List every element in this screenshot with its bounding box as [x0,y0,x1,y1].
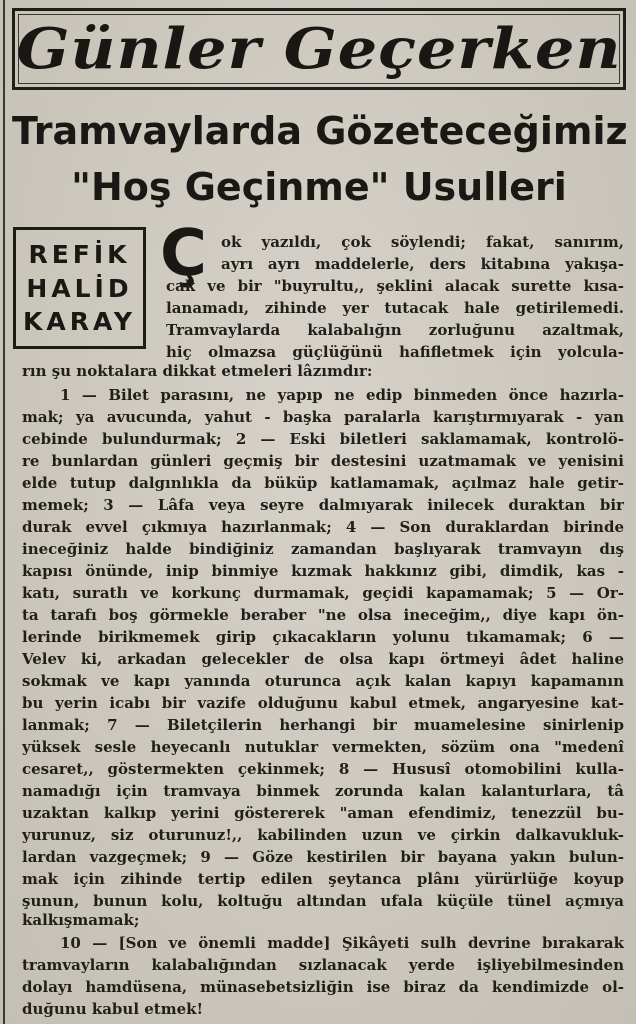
article-text-line: ayrı ayrı maddelerle, ders kitabına yakışa- [221,255,624,273]
article-text-line: tramvayların kalabalığından sızlanacak yerde işliyebilmesinden [22,956,624,974]
article-text-line: ok yazıldı, çok söylendi; fakat, sanırım, [221,233,624,251]
author-byline-box [13,227,146,349]
article-text-line: rın şu noktalara dikkat etmeleri lâzımdır: [22,362,373,380]
article-text-line: lanmak; 7 — Biletçilerin herhangi bir muamelesine sinirlenip [22,716,624,734]
article-text-line: ta tarafı boş görmekle beraber "ne olsa ineceğim,, diye kapı ön- [22,606,624,624]
article-text-line: Velev ki, arkadan gelecekler de olsa kapı örtmeyi âdet haline [22,650,624,668]
article-text-line: cebinde bulundurmak; 2 — Eski biletleri saklamamak, kontrolö- [22,430,624,448]
article-text-line: mak; ya avucunda, yahut - başka paralarla karıştırmıyarak - yan [22,408,624,426]
article-text-line: cak ve bir "buyrultu,, şeklini alacak surette kısa- [166,277,624,295]
article-text-line: kapısı önünde, inip binmiye kızmak hakkınız gibi, dimdik, kas - [22,562,624,580]
article-text-line: Tramvaylarda kalabalığın zorluğunu azaltmak, [166,321,624,339]
article-text-line: yurunuz, siz oturunuz!,, kabilinden uzun ve çirkin dalkavukluk- [22,826,624,844]
masthead-title: Günler Geçerken [16,15,622,82]
article-text-line: elde tutup dalgınlıkla da büküp katlamamak, açılmaz hale getir- [22,474,624,492]
article-text-line: katı, suratlı ve korkunç durmamak, geçidi kapamamak; 5 — Or- [22,584,624,602]
byline-middle-name: HALİD [26,273,133,303]
article-text-line: sokmak ve kapı yanında oturunca açık kalan kapıyı kapamanın [22,672,624,690]
article-text-line: duğunu kabul etmek! [22,1000,204,1018]
article-text-line: bu yerin icabı bir vazife olduğunu kabul etmek, angaryesine kat- [22,694,624,712]
article-text-line: lanamadı, zihinde yer tutacak hale getirilemedi. [166,299,624,317]
article-text-line: namadığı için tramvaya binmek zorunda kalan kalanturlara, tâ [22,782,624,800]
article-text-line: mak için zihinde tertip edilen şeytanca plânı yürürlüğe koyup [22,870,624,888]
byline-first-name: REFİK [28,240,131,270]
column-masthead [12,8,626,90]
article-text-line: 1 — Bilet parasını, ne yapıp ne edip binmeden önce hazırla- [60,386,624,404]
article-text-line: durak evvel çıkmıya hazırlanmak; 4 — Son duraklardan birinde [22,518,624,536]
article-text-line: lardan vazgeçmek; 9 — Göze kestirilen bir bayana yakın bulun- [22,848,624,866]
article-text-line: kalkışmamak; [22,911,140,929]
article-text-line: lerinde birikmemek girip çıkacakların yolunu tıkamamak; 6 — [22,628,624,646]
headline-line-1: Tramvaylarda Gözeteceğimiz [12,109,628,153]
article-text-line: re bunlardan günleri geçmiş bir destesini uzatmamak ve yenisini [22,452,624,470]
article-text-line: dolayı hamdüsena, münasebetsizliğin ise biraz da kendimizde ol- [22,978,624,996]
column-rule [3,0,5,1024]
article-text-line: yüksek sesle heyecanlı nutuklar vermekten, sözüm ona "medenî [22,738,624,756]
article-text-line: ineceğiniz halde bindiğiniz zamandan başlıyarak tramvayın dış [22,540,624,558]
article-text-line: 10 — [Son ve önemli madde] Şikâyeti sulh devrine bırakarak [60,934,624,952]
byline-last-name: KARAY [22,306,137,336]
headline-line-2: "Hoş Geçinme" Usulleri [71,165,567,209]
article-text-line: cesaret,, göstermekten çekinmek; 8 — Hususî otomobilini kulla- [22,760,624,778]
article-text-line: şunun, bunun kolu, koltuğu altından ufala küçüle tünel açmıya [22,892,624,910]
drop-cap: Ç [160,217,207,291]
article-text-line: memek; 3 — Lâfa veya seyre dalmıyarak inilecek duraktan bir [22,496,624,514]
article-text-line: uzaktan kalkıp yerini göstererek "aman efendimiz, tenezzül bu- [22,804,624,822]
article-text-line: hiç olmazsa güçlüğünü hafifletmek için yolcula- [166,343,624,361]
